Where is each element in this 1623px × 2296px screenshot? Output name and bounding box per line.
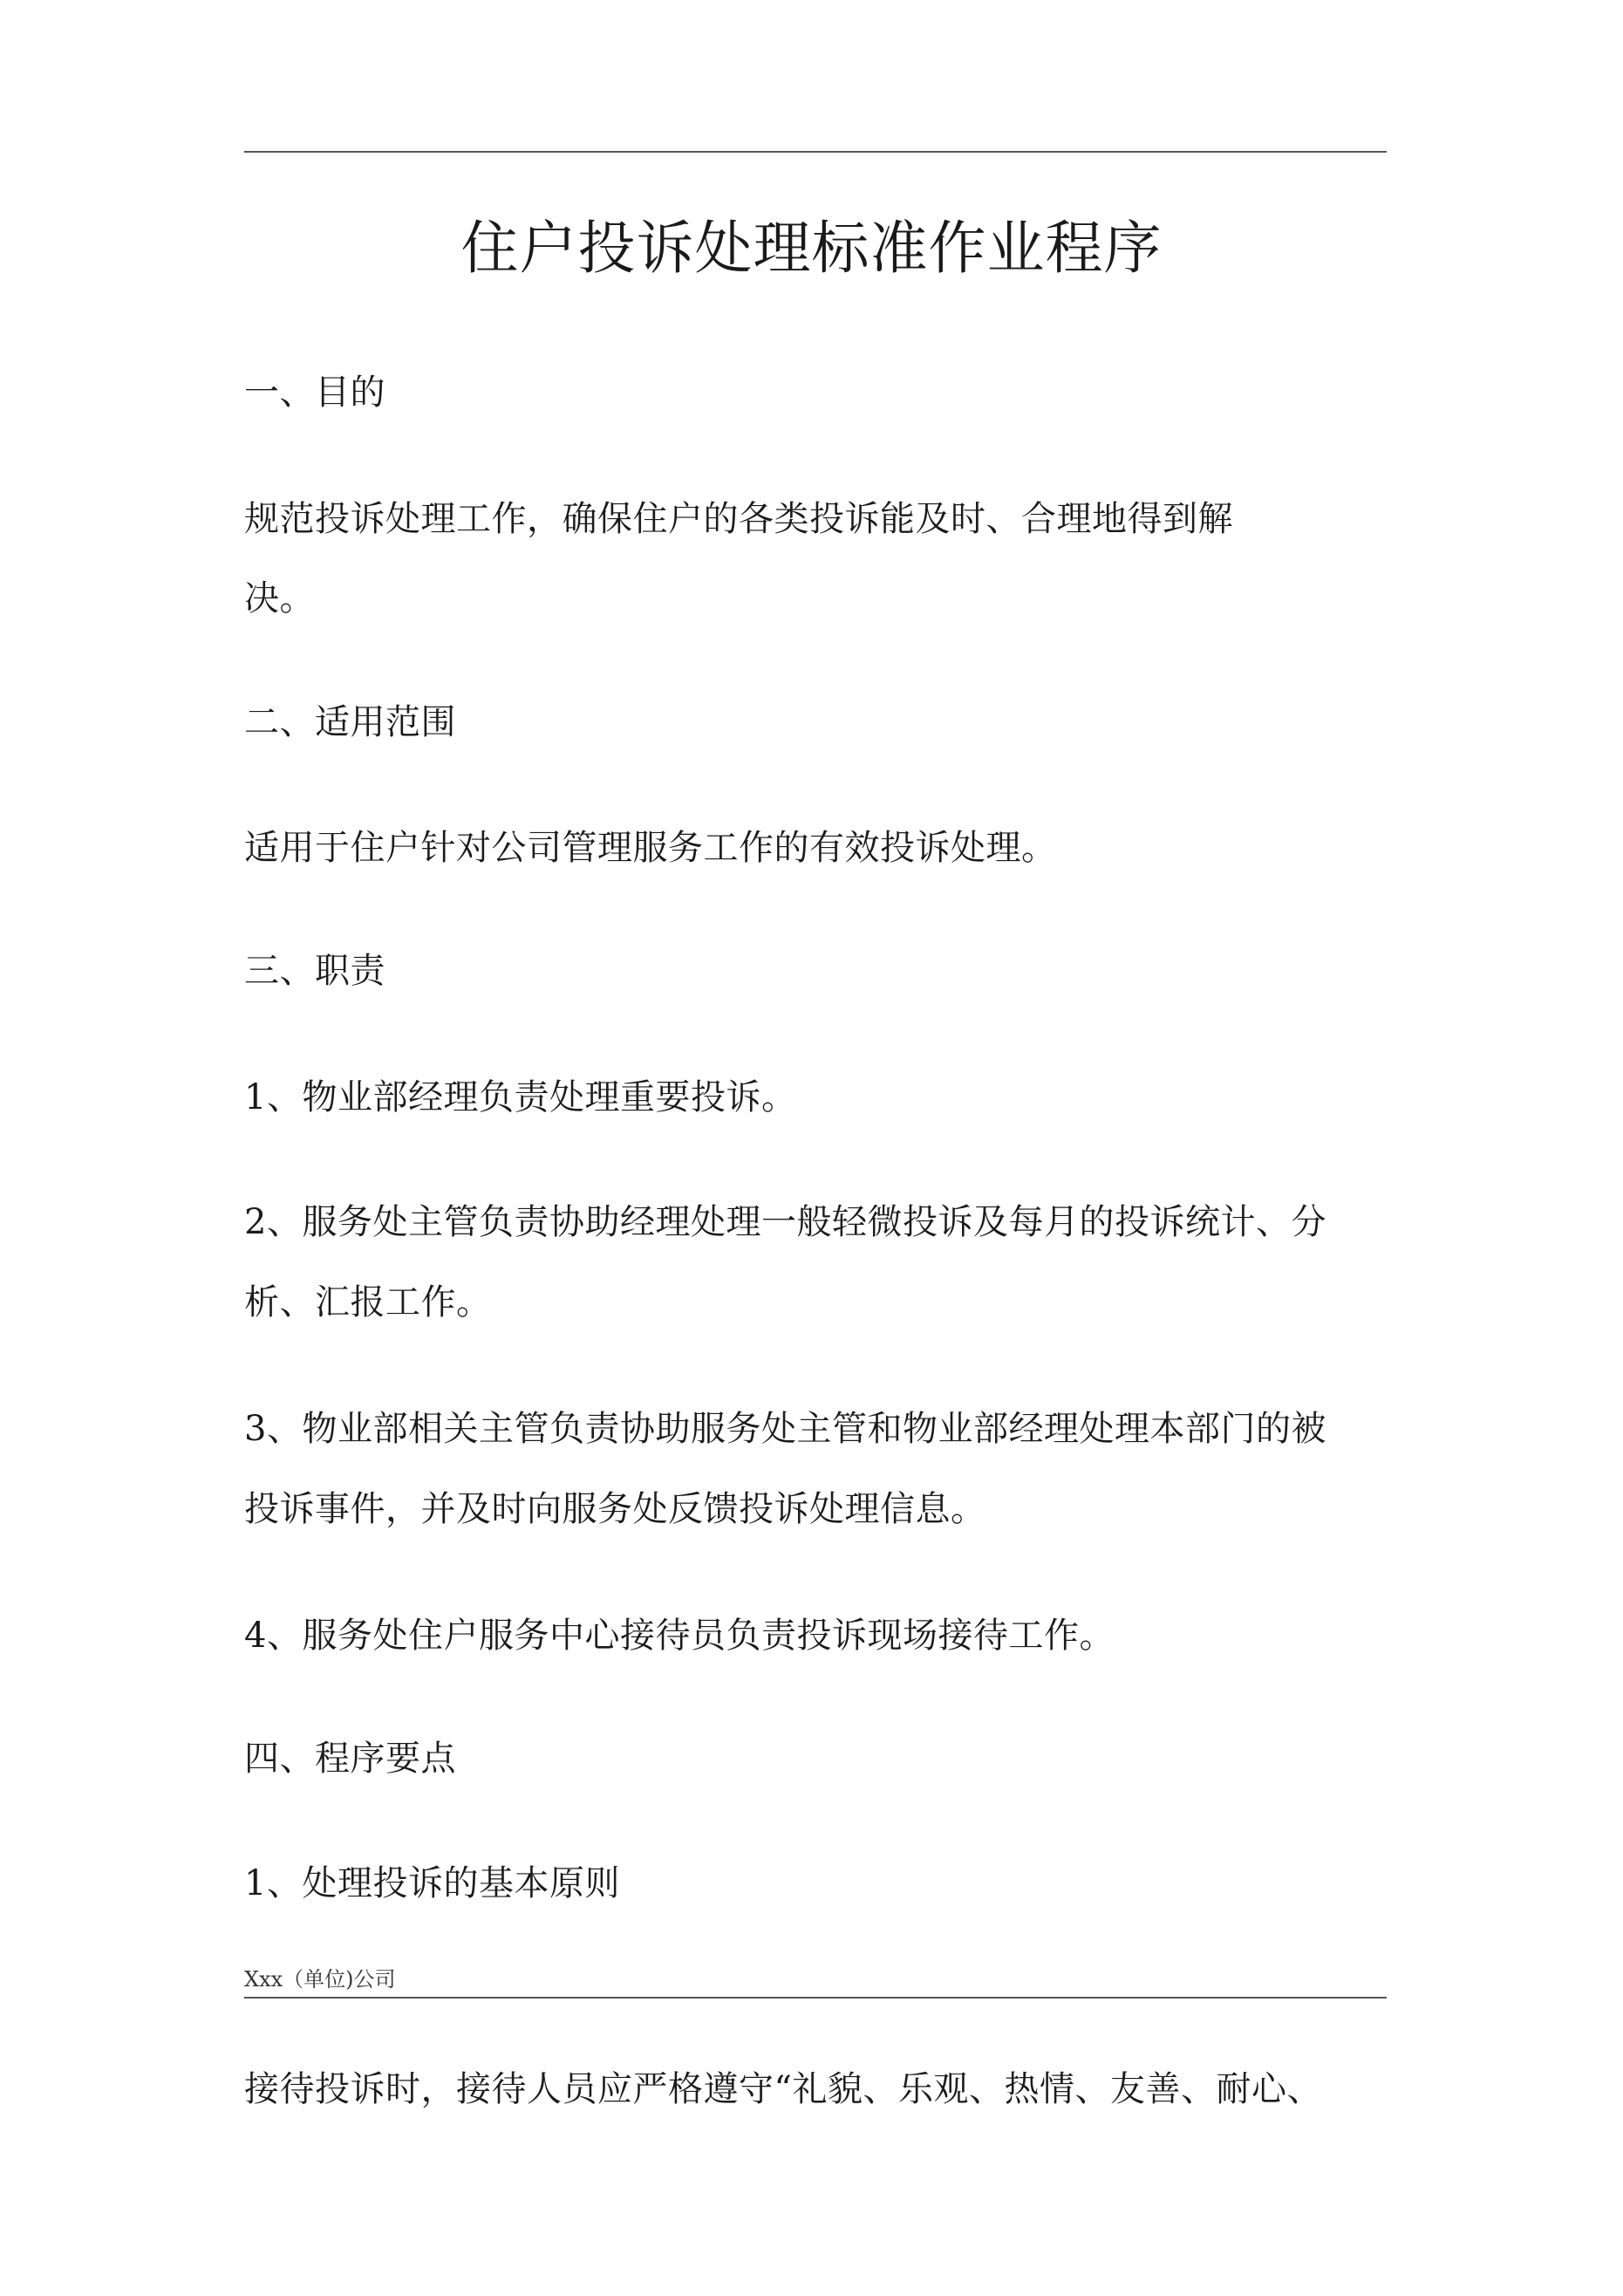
list-item-continuation: 析、汇报工作。	[244, 1282, 492, 1322]
document-title: 住户投诉处理标准作业程序	[460, 215, 1163, 282]
header-rule	[244, 151, 1387, 153]
section-heading-scope: 二、适用范围	[244, 702, 456, 742]
paragraph-line: 接待投诉时，接待人员应严格遵守“礼貌、乐观、热情、友善、耐心、	[244, 2069, 1322, 2109]
section-heading-procedure: 四、程序要点	[244, 1739, 456, 1779]
section-heading-purpose: 一、目的	[244, 372, 385, 413]
list-item-continuation: 投诉事件，并及时向服务处反馈投诉处理信息。	[244, 1489, 986, 1529]
list-item: 2、服务处主管负责协助经理处理一般轻微投诉及每月的投诉统计、分	[244, 1202, 1326, 1242]
paragraph-line: 规范投诉处理工作，确保住户的各类投诉能及时、合理地得到解	[244, 499, 1233, 539]
footer-rule	[244, 1997, 1387, 1999]
list-item: 1、处理投诉的基本原则	[244, 1863, 620, 1903]
section-heading-duties: 三、职责	[244, 951, 385, 991]
list-item: 4、服务处住户服务中心接待员负责投诉现场接待工作。	[244, 1616, 1115, 1656]
list-item: 1、物业部经理负责处理重要投诉。	[244, 1077, 797, 1117]
footer-company: Xxx（单位)公司	[244, 1967, 396, 1992]
list-item: 3、物业部相关主管负责协助服务处主管和物业部经理处理本部门的被	[244, 1409, 1326, 1449]
paragraph-line: 适用于住户针对公司管理服务工作的有效投诉处理。	[244, 828, 1057, 868]
paragraph-line: 决。	[244, 578, 315, 618]
